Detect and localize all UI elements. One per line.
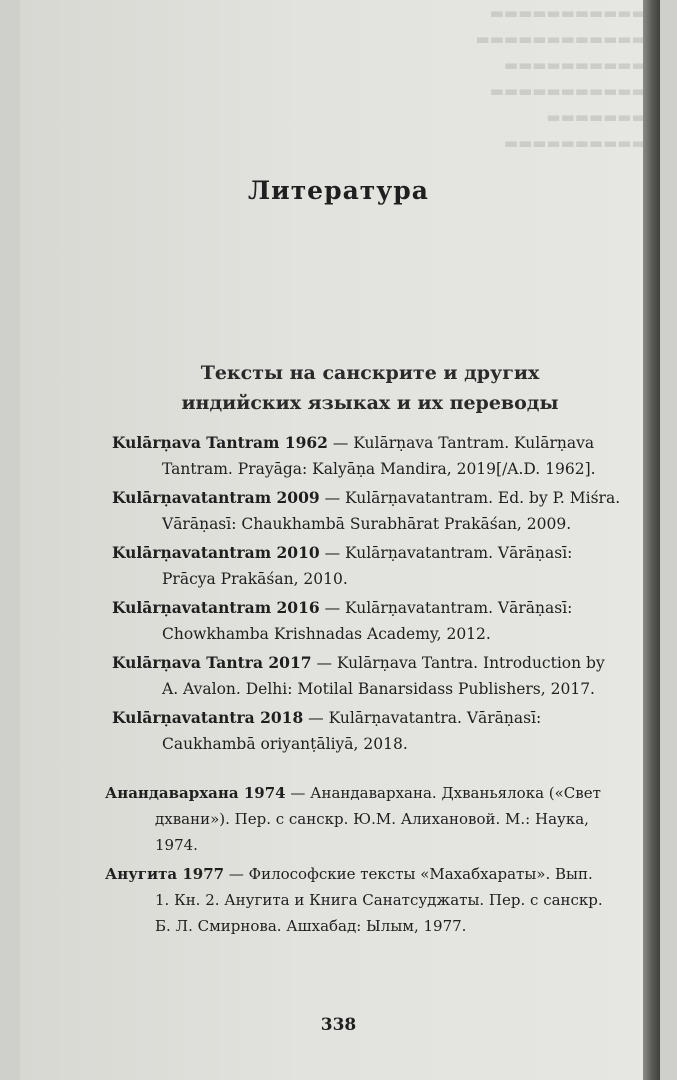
entry-first-line: [112, 485, 652, 511]
entry-first-line: [105, 780, 645, 806]
entry-head: Kulārṇava Tantra 2017: [112, 653, 312, 672]
entry-continuation: A. Avalon. Delhi: Motilal Banarsidass Publishers, 2017.: [162, 680, 595, 698]
page-title: Литература: [248, 176, 429, 205]
entry-first-line: [112, 595, 652, 621]
bibliography-entry: [112, 650, 652, 702]
entry-text: — Kulārṇavatantra. Vārāṇasī:: [303, 709, 542, 727]
entry-head: Kulārṇavatantram 2009: [112, 488, 320, 507]
bibliography-entry: [105, 861, 645, 939]
entry-continuation: дхвани»). Пер. с санскр. Ю.М. Алихановой. М.: Наука,: [155, 810, 589, 828]
entry-head: Анугита 1977: [105, 865, 225, 883]
entry-first-line: [112, 540, 652, 566]
entry-first-line: [105, 861, 645, 887]
entry-head: Kulārṇavatantram 2010: [112, 543, 320, 562]
entry-first-line: [112, 430, 652, 456]
entry-text: — Философские тексты «Махабхараты». Вып.: [224, 865, 593, 883]
entry-head: Kulārṇava Tantram 1962: [112, 433, 328, 452]
entry-text: — Kulārṇavatantram. Vārāṇasī:: [319, 544, 573, 562]
entry-continuation: Vārāṇasī: Chaukhambā Surabhārat Prakāśan, 2009.: [162, 515, 572, 533]
entry-text: — Kulārṇava Tantra. Introduction by: [311, 654, 605, 672]
entry-text: — Kulārṇava Tantram. Kulārṇava: [327, 434, 595, 452]
entry-continuation: Tantram. Prayāga: Kalyāṇa Mandira, 2019[/A.D. 1962].: [162, 460, 596, 478]
page-number: 338: [320, 1015, 357, 1035]
bibliography-entry: [105, 780, 645, 858]
bibliography-entry: [112, 595, 652, 647]
entry-continuation: Б. Л. Смирнова. Ашхабад: Ылым, 1977.: [155, 917, 467, 935]
section-heading-line-1: Тексты на санскрите и других: [200, 362, 540, 384]
bleed-through-decoration: ▬▬▬▬▬▬▬▬▬▬▬▬ ▬▬▬▬▬▬▬▬▬▬▬▬▬ ▬▬▬▬▬▬▬▬▬▬▬ ▬▬▬▬▬▬▬▬▬▬▬▬ ▬▬▬▬▬▬▬▬ ▬▬▬▬▬▬▬▬▬▬▬: [475, 4, 660, 152]
bibliography-entry: [112, 705, 652, 757]
bibliography-entry: [112, 540, 652, 592]
entry-first-line: [112, 705, 652, 731]
bibliography-list-sanskrit: [112, 430, 652, 760]
section-heading-line-2: индийских языках и их переводы: [181, 392, 559, 414]
bibliography-list-russian: [105, 780, 645, 942]
entry-continuation: Prācya Prakāśan, 2010.: [162, 570, 348, 588]
entry-head: Kulārṇavatantra 2018: [112, 708, 304, 727]
entry-text: — Kulārṇavatantram. Ed. by P. Miśra.: [319, 489, 621, 507]
entry-text: — Kulārṇavatantram. Vārāṇasī:: [319, 599, 573, 617]
entry-continuation: 1974.: [155, 836, 198, 854]
entry-continuation: Caukhambā oriyanṭāliyā, 2018.: [162, 735, 408, 753]
bibliography-entry: [112, 430, 652, 482]
bibliography-entry: [112, 485, 652, 537]
entry-first-line: [112, 650, 652, 676]
section-heading: [110, 358, 630, 418]
entry-head: Kulārṇavatantram 2016: [112, 598, 320, 617]
entry-continuation: 1. Кн. 2. Анугита и Книга Санатсуджаты. Пер. с санскр.: [155, 891, 603, 909]
entry-text: — Анандавархана. Дхваньялока («Свет: [285, 784, 601, 802]
entry-head: Анандавархана 1974: [105, 784, 286, 802]
entry-continuation: Chowkhamba Krishnadas Academy, 2012.: [162, 625, 491, 643]
